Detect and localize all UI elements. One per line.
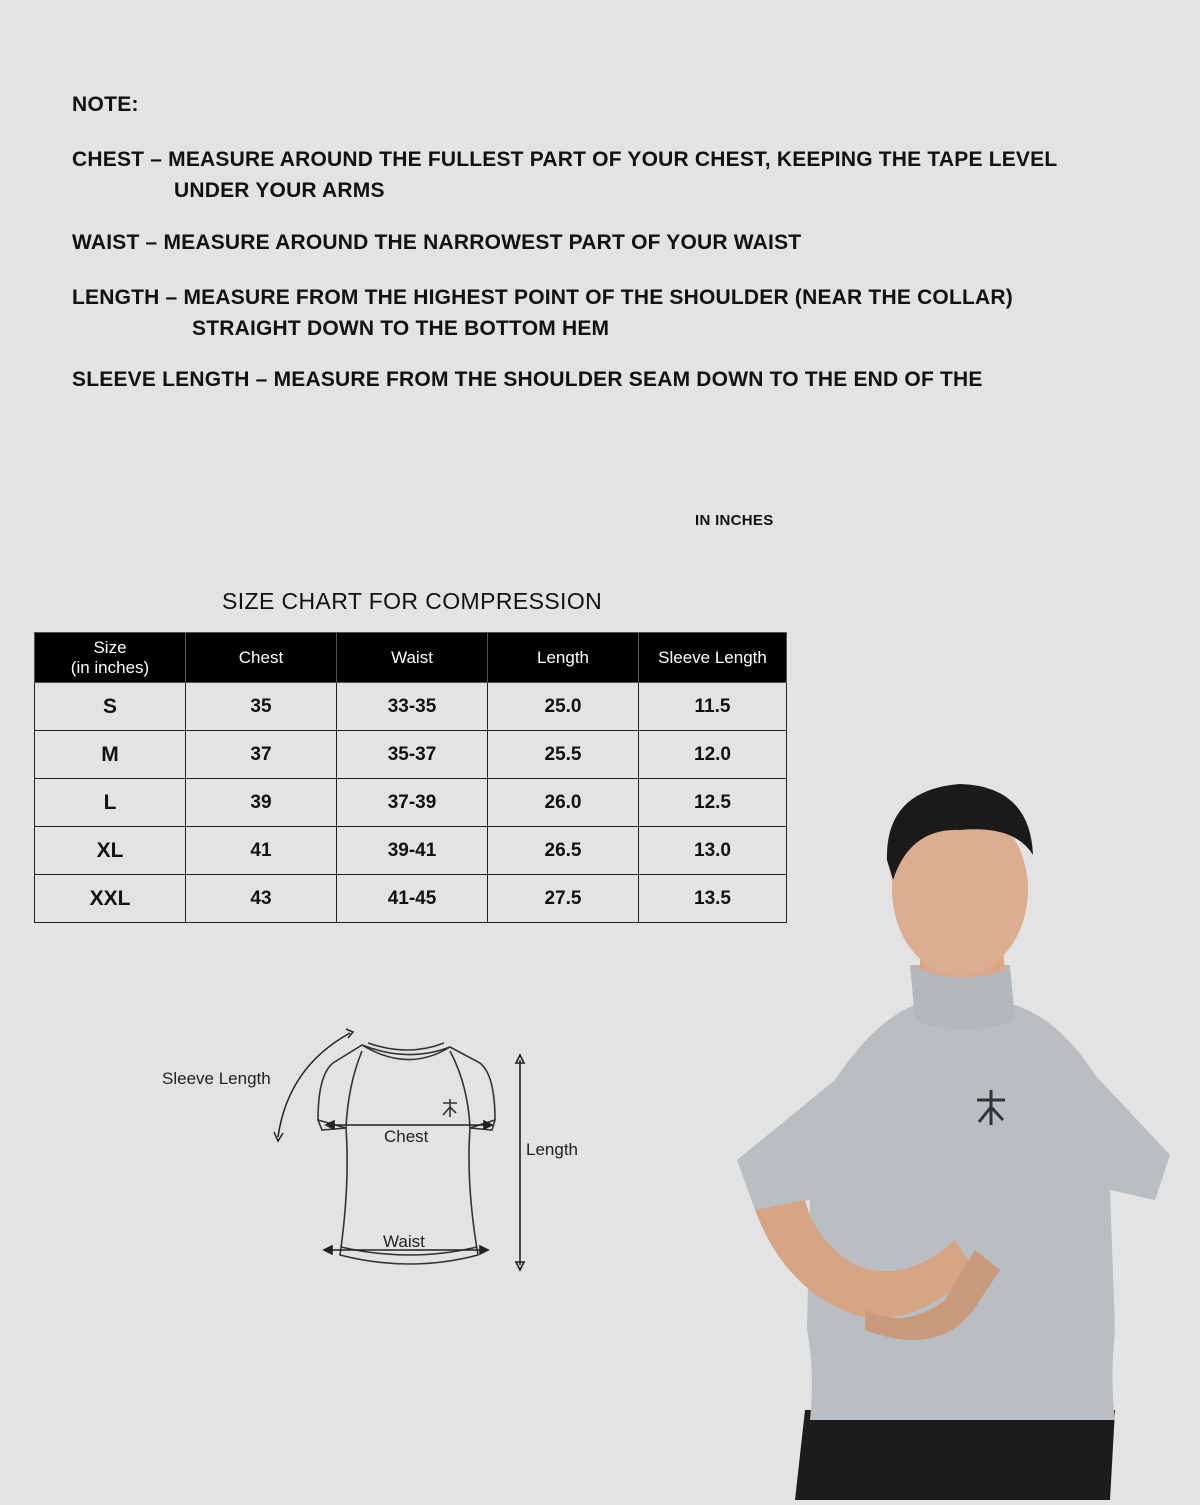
header-sleeve-length: Sleeve Length [639, 633, 787, 683]
table-row [35, 875, 787, 923]
note-text-cont: STRAIGHT DOWN TO THE BOTTOM HEM [192, 317, 610, 340]
table-header-row [35, 633, 787, 683]
table-row [35, 683, 787, 731]
header-waist: Waist [337, 633, 488, 683]
note-term: WAIST – [72, 231, 164, 254]
cell-length: 25.5 [488, 731, 639, 779]
cell-waist: 41-45 [337, 875, 488, 923]
note-text: MEASURE FROM THE HIGHEST POINT OF THE SHOULDER (NEAR THE COLLAR) [183, 286, 1013, 309]
cell-size: XXL [35, 875, 186, 923]
cell-sleeve-length: 13.5 [639, 875, 787, 923]
note-text: MEASURE FROM THE SHOULDER SEAM DOWN TO THE END OF THE [273, 368, 983, 391]
cell-size: S [35, 683, 186, 731]
size-table [34, 632, 787, 923]
cell-chest: 37 [186, 731, 337, 779]
note-length [72, 282, 1172, 344]
cell-sleeve-length: 12.0 [639, 731, 787, 779]
cell-size: M [35, 731, 186, 779]
chest-label: Chest [384, 1127, 429, 1146]
waist-label: Waist [383, 1232, 425, 1251]
cell-waist: 35-37 [337, 731, 488, 779]
cell-size: XL [35, 827, 186, 875]
cell-length: 27.5 [488, 875, 639, 923]
table-row [35, 779, 787, 827]
header-length: Length [488, 633, 639, 683]
chart-title: SIZE CHART FOR COMPRESSION [222, 588, 603, 614]
cell-waist: 33-35 [337, 683, 488, 731]
note-text: MEASURE AROUND THE NARROWEST PART OF YOUR WAIST [163, 231, 802, 254]
cell-chest: 39 [186, 779, 337, 827]
cell-chest: 35 [186, 683, 337, 731]
sleeve-length-label: Sleeve Length [162, 1069, 271, 1088]
table-row [35, 827, 787, 875]
cell-length: 26.0 [488, 779, 639, 827]
model-photo [715, 770, 1200, 1500]
cell-sleeve-length: 12.5 [639, 779, 787, 827]
table-row [35, 731, 787, 779]
note-sleeve-length [72, 364, 1172, 395]
note-heading: NOTE: [72, 93, 139, 116]
note-term: CHEST – [72, 148, 169, 171]
length-label: Length [526, 1140, 578, 1159]
cell-chest: 43 [186, 875, 337, 923]
measurement-diagram [150, 1025, 610, 1285]
note-text: MEASURE AROUND THE FULLEST PART OF YOUR CHEST, KEEPING THE TAPE LEVEL [168, 148, 1058, 171]
note-waist [72, 227, 1172, 258]
cell-length: 25.0 [488, 683, 639, 731]
cell-waist: 37-39 [337, 779, 488, 827]
note-term: LENGTH – [72, 286, 184, 309]
header-size: Size (in inches) [35, 633, 186, 683]
unit-label: IN INCHES [695, 512, 774, 529]
note-chest [72, 144, 1172, 206]
cell-sleeve-length: 11.5 [639, 683, 787, 731]
cell-chest: 41 [186, 827, 337, 875]
cell-waist: 39-41 [337, 827, 488, 875]
header-chest: Chest [186, 633, 337, 683]
model-image-icon [715, 770, 1200, 1500]
note-term: SLEEVE LENGTH – [72, 368, 274, 391]
cell-length: 26.5 [488, 827, 639, 875]
cell-size: L [35, 779, 186, 827]
note-text-cont: UNDER YOUR ARMS [174, 179, 385, 202]
cell-sleeve-length: 13.0 [639, 827, 787, 875]
